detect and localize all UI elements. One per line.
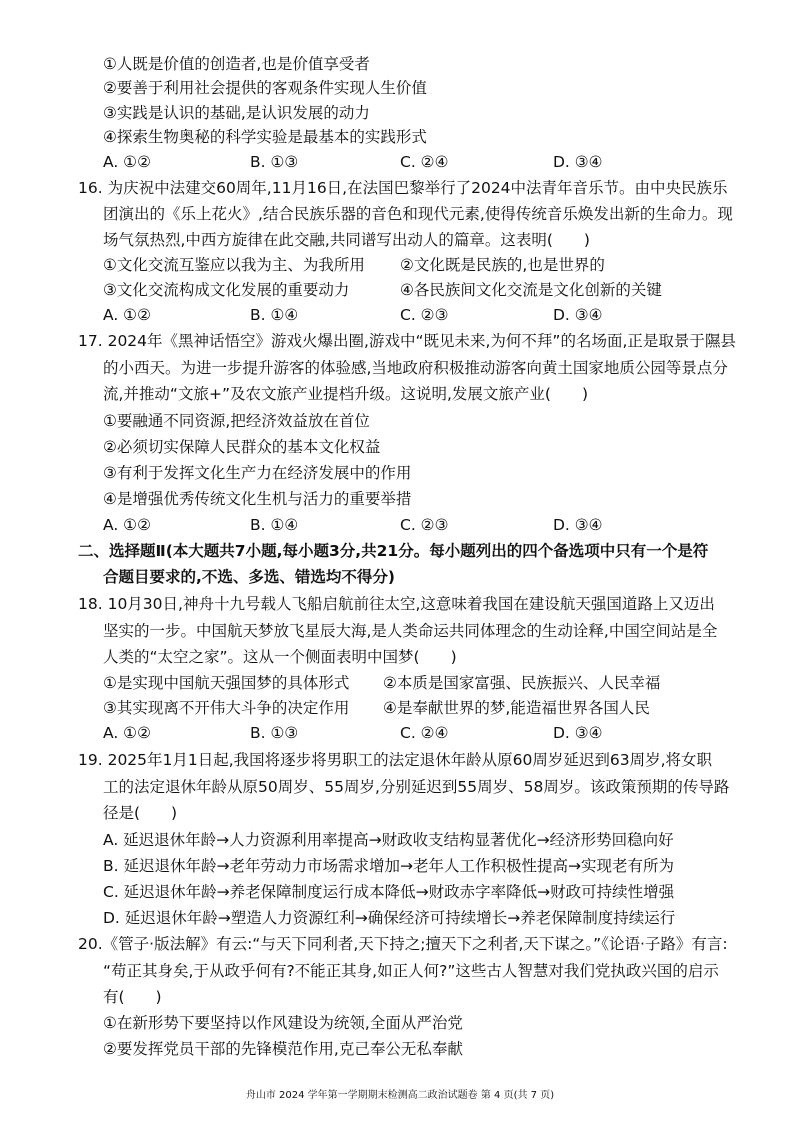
q18-choice-c: C. ②④: [400, 724, 449, 742]
q15-choice-d: D. ③④: [553, 153, 603, 171]
q18-option-3: ③其实现离不开伟大斗争的决定作用: [103, 699, 350, 717]
q19-stem-line-2: 工的法定退休年龄从原50周岁、55周岁,分别延迟到55周岁、58周岁。该政策预期的传导路: [103, 778, 730, 796]
q16-choice-c: C. ②③: [400, 306, 449, 324]
q18-choice-b: B. ①③: [250, 724, 299, 742]
q17-stem-line-2: 的小西天。为进一步提升游客的体验感,当地政府积极推动游客向黄土国家地质公园等景点分: [103, 359, 728, 377]
q17-choice-a: A. ①②: [103, 516, 151, 534]
q17-option-3: ③有利于发挥文化生产力在经济发展中的作用: [103, 464, 412, 482]
q17-option-1: ①要融通不同资源,把经济效益放在首位: [103, 412, 370, 430]
q20-option-1: ①在新形势下要坚持以作风建设为统领,全面从严治党: [103, 1014, 463, 1032]
q17-choice-b: B. ①④: [250, 516, 299, 534]
q17-stem-line-3: 流,并推动“文旅+”及农文旅产业提档升级。这说明,发展文旅产业( ): [103, 385, 588, 403]
q17-option-2: ②必须切实保障人民群众的基本文化权益: [103, 438, 381, 456]
q19-choice-b: B. 延迟退休年龄→老年劳动力市场需求增加→老年人工作积极性提高→实现老有所为: [103, 857, 674, 875]
q19-choice-d: D. 延迟退休年龄→塑造人力资源红利→确保经济可持续增长→养老保障制度持续运行: [103, 909, 676, 927]
page-footer: 舟山市 2024 学年第一学期期末检测高二政治试题卷 第 4 页(共 7 页): [245, 1090, 555, 1101]
q15-option-3: ③实践是认识的基础,是认识发展的动力: [103, 104, 370, 122]
q18-stem-line-2: 坚实的一步。中国航天梦放飞星辰大海,是人类命运共同体理念的生动诠释,中国空间站是全: [103, 622, 718, 640]
q15-option-1: ①人既是价值的创造者,也是价值享受者: [103, 55, 370, 73]
q18-option-2: ②本质是国家富强、民族振兴、人民幸福: [383, 674, 661, 692]
q18-choice-a: A. ①②: [103, 724, 151, 742]
q20-stem-line-3: 有( ): [103, 988, 162, 1006]
q16-stem-line-2: 团演出的《乐上花火》,结合民族乐器的音色和现代元素,使得传统音乐焕发出新的生命力。现: [103, 205, 733, 223]
q15-option-2: ②要善于利用社会提供的客观条件实现人生价值: [103, 79, 427, 97]
q16-choice-d: D. ③④: [553, 306, 603, 324]
q17-option-4: ④是增强优秀传统文化生机与活力的重要举措: [103, 490, 412, 508]
q18-stem-line-3: 人类的“太空之家”。这从一个侧面表明中国梦( ): [103, 648, 457, 666]
q16-stem-line-1: 16. 为庆祝中法建交60周年,11月16日,在法国巴黎举行了2024中法青年音乐节。由中央民族乐: [78, 179, 728, 197]
q19-choice-c: C. 延迟退休年龄→养老保障制度运行成本降低→财政赤字率降低→财政可持续性增强: [103, 883, 675, 901]
section-2-heading-line-2: 合题目要求的,不选、多选、错选均不得分): [103, 568, 395, 586]
q15-choice-b: B. ①③: [250, 153, 299, 171]
q19-stem-line-1: 19. 2025年1月1日起,我国将逐步将男职工的法定退休年龄从原60周岁延迟到63周岁,将女职: [78, 751, 713, 769]
section-2-heading-line-1: 二、选择题Ⅱ(本大题共7小题,每小题3分,共21分。每小题列出的四个备选项中只有一个是符: [78, 542, 709, 560]
q18-choice-d: D. ③④: [553, 724, 603, 742]
q16-option-3: ③文化交流构成文化发展的重要动力: [103, 281, 350, 299]
q19-stem-line-3: 径是( ): [103, 804, 178, 822]
q16-choice-b: B. ①④: [250, 306, 299, 324]
q15-choice-a: A. ①②: [103, 153, 151, 171]
q16-option-4: ④各民族间文化交流是文化创新的关键: [400, 281, 662, 299]
q16-option-1: ①文化交流互鉴应以我为主、为我所用: [103, 256, 365, 274]
q15-choice-c: C. ②④: [400, 153, 449, 171]
q20-stem-line-2: “苟正其身矣,于从政乎何有?不能正其身,如正人何?”这些古人智慧对我们党执政兴国的启示: [103, 962, 719, 980]
q17-choice-d: D. ③④: [553, 516, 603, 534]
q17-choice-c: C. ②③: [400, 516, 449, 534]
q18-option-4: ④是奉献世界的梦,能造福世界各国人民: [383, 699, 650, 717]
q16-stem-line-3: 场气氛热烈,中西方旋律在此交融,共同谱写出动人的篇章。这表明( ): [103, 231, 590, 249]
q15-option-4: ④探索生物奥秘的科学实验是最基本的实践形式: [103, 128, 427, 146]
q18-stem-line-1: 18. 10月30日,神舟十九号载人飞船启航前往太空,这意味着我国在建设航天强国道路上又迈出: [78, 595, 715, 613]
q20-option-2: ②要发挥党员干部的先锋模范作用,克己奉公无私奉献: [103, 1040, 463, 1058]
q16-option-2: ②文化既是民族的,也是世界的: [400, 256, 605, 274]
q20-stem-line-1: 20.《管子·版法解》有云:“与天下同利者,天下持之;擅天下之利者,天下谋之。”《论语·子路》有言:: [78, 935, 728, 953]
q17-stem-line-1: 17. 2024年《黑神话悟空》游戏火爆出圈,游戏中“既见未来,为何不拜”的名场面,正是取景于隰县: [78, 332, 736, 350]
q16-choice-a: A. ①②: [103, 306, 151, 324]
q18-option-1: ①是实现中国航天强国梦的具体形式: [103, 674, 350, 692]
q19-choice-a: A. 延迟退休年龄→人力资源利用率提高→财政收支结构显著优化→经济形势回稳向好: [103, 831, 674, 849]
